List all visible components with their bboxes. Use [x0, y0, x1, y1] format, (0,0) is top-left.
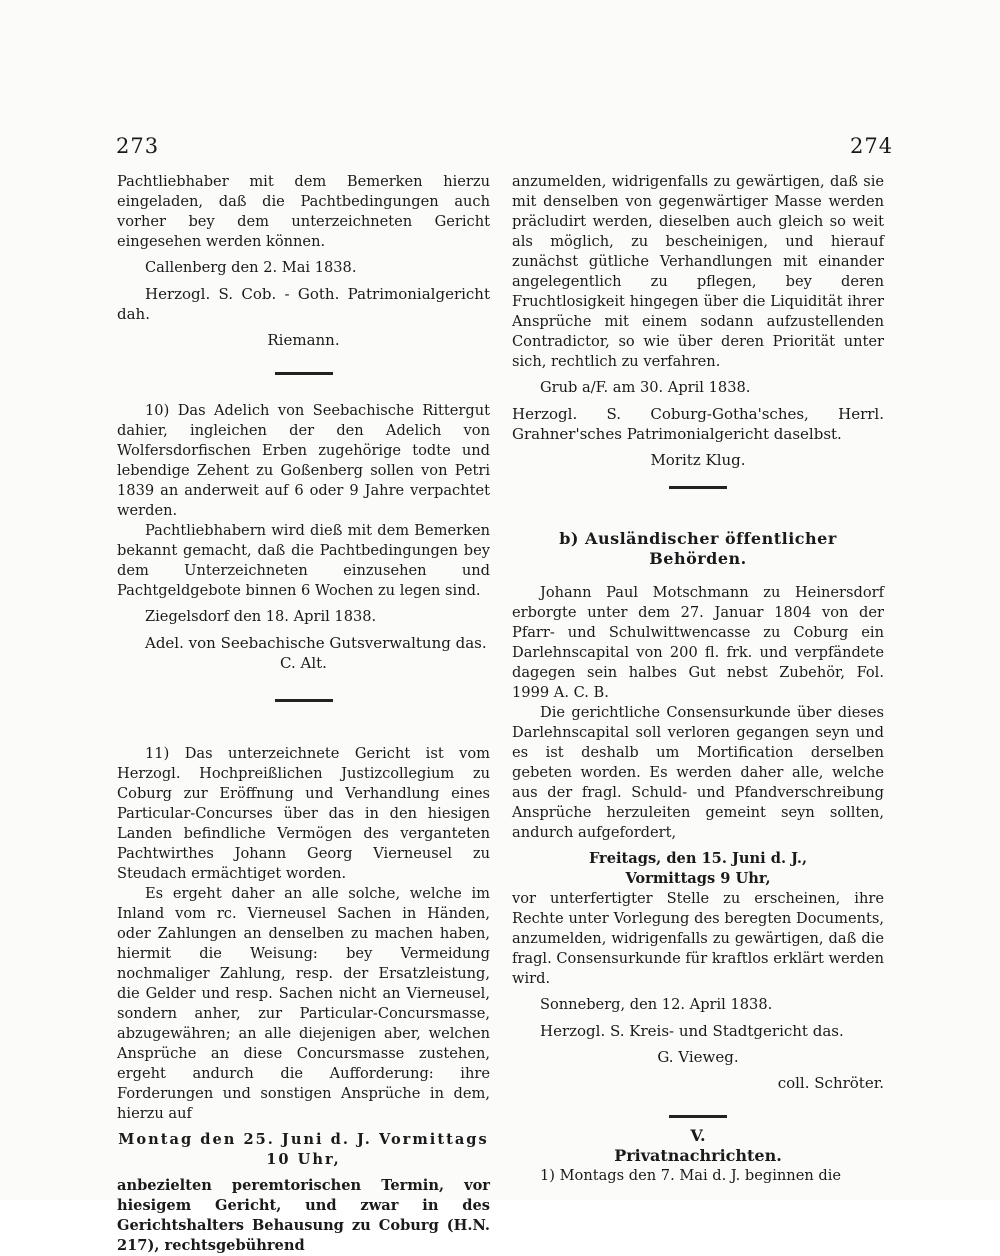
notice-10-office: Adel. von Seebachische Gutsverwaltung das.: [145, 634, 487, 652]
notice-11-signature: Moritz Klug.: [650, 451, 746, 469]
notice-b1-court: Herzogl. S. Kreis- und Stadtgericht das.: [540, 1022, 844, 1040]
notice-b1-signature-1: G. Vieweg.: [657, 1048, 739, 1066]
page-number-right: 274: [850, 134, 894, 158]
notice-11-text-continued: Es ergeht daher an alle solche, welche im Inland vom rc. Vierneusel Sachen in Händen, oder Zahlungen an denselben zu machen haben, hiermit die Weisung: bey Vermeidung nochmaliger Zahlung, resp. der Ersatzleistung, die Gelder und resp. Sachen nicht an Vierneusel, sondern anher, zur Particular-Concursmasse, abzugewähren; an alle diejenigen aber, welchen Ansprüche an diese Concursmasse zustehen, ergeht andurch die Aufforderung: ihre Forderungen und sonstigen Ansprüche in dem, hierzu auf: [117, 885, 490, 1122]
left-column: [117, 172, 490, 1256]
divider-rule: [669, 486, 727, 489]
notice-b1-text-end: vor unterfertigter Stelle zu erscheinen, ihre Rechte unter Vorlegung des beregten Documents, anzumelden, widrigenfalls zu gewärtigen, daß die fragl. Consensurkunde für kraftlos erklärt werden wird.: [512, 890, 884, 987]
right-column: [512, 172, 884, 1186]
notice-b1-term-date: Freitags, den 15. Juni d. J.,: [588, 850, 808, 867]
divider-rule: [275, 699, 333, 702]
notice-11-text-end: anbezielten peremtorischen Termin, vor hiesigem Gericht, und zwar in des Gerichtshalters Behausung zu Coburg (H.N. 217), rechtsgebührend: [117, 1177, 490, 1254]
notice-11-term-time: 10 Uhr,: [266, 1151, 341, 1168]
notice-11-date: Grub a/F. am 30. April 1838.: [540, 379, 751, 396]
notice-9-date: Callenberg den 2. Mai 1838.: [145, 259, 357, 276]
notice-11-continuation: anzumelden, widrigenfalls zu gewärtigen, daß sie mit denselben von gegenwärtiger Masse werden präcludirt werden, dieselben auch gleich so weit als möglich, zu bescheinigen, und hierauf zunächst gütliche Verhandlungen mit einander angelegentlich zu pflegen, bey deren Fruchtlosigkeit hingegen über die Liquidität ihrer Ansprüche mit einem sodann aufzustellenden Contradictor, so wie über deren Priorität unter sich, rechtlich zu verfahren.: [512, 173, 884, 370]
notice-b1-signature-2: coll. Schröter.: [777, 1074, 884, 1092]
page-number-left: 273: [116, 134, 160, 158]
notice-b1-text: Johann Paul Motschmann zu Heinersdorf erborgte unter dem 27. Januar 1804 von der Pfarr- und Schulwittwencasse zu Coburg ein Darlehnscapital von 200 fl. frk. und verpfändete dagegen sein halbes Gut nebst Zubehör, Fol. 1999 A. C. B.: [512, 584, 884, 701]
notice-b1-text-continued: Die gerichtliche Consensurkunde über dieses Darlehnscapital soll verloren gegangen seyn und es ist deshalb um Mortification derselben gebeten worden. Es werden daher alle, welche aus der fragl. Schuld- und Pfandverschreibung Ansprüche herzuleiten gemeint seyn sollten, andurch aufgefordert,: [512, 704, 884, 841]
divider-rule: [669, 1115, 727, 1118]
notice-b1-date: Sonneberg, den 12. April 1838.: [540, 996, 773, 1013]
notice-10-date: Ziegelsdorf den 18. April 1838.: [145, 608, 377, 625]
notice-b1-term-time: Vormittags 9 Uhr,: [625, 870, 771, 887]
notice-9-signature: Riemann.: [267, 331, 340, 349]
notice-10-text: 10) Das Adelich von Seebachische Rittergut dahier, ingleichen der den Adelich von Wolfersdorfischen Erben zugehörige todte und lebendige Zehent zu Goßenberg sollen von Petri 1839 an anderweit auf 6 oder 9 Jahre verpachtet werden.: [117, 402, 490, 519]
notice-10-signature: C. Alt.: [280, 654, 327, 672]
notice-10-text-continued: Pachtliebhabern wird dieß mit dem Bemerken bekannt gemacht, daß die Pachtbedingungen bey dem Unterzeichneten einzusehen und Pachtgeldgebote binnen 6 Wochen zu legen sind.: [117, 522, 490, 599]
notice-11-court: Herzogl. S. Coburg-Gotha'sches, Herrl. Grahner'sches Patrimonialgericht daselbst.: [512, 405, 884, 443]
notice-11-text: 11) Das unterzeichnete Gericht ist vom Herzogl. Hochpreißlichen Justizcollegium zu Coburg zur Eröffnung und Verhandlung eines Particular-Concurses über das in den hiesigen Landen befindliche Vermögen des verganteten Pachtwirthes Johann Georg Vierneusel zu Steudach ermächtiget worden.: [117, 745, 490, 882]
section-heading-foreign-authorities: b) Ausländischer öffentlicher Behörden.: [559, 529, 837, 568]
notice-9-court: Herzogl. S. Cob. - Goth. Patrimonialgericht dah.: [117, 285, 490, 323]
notice-11-term-date: Montag den 25. Juni d. J. Vormittags: [118, 1131, 489, 1148]
notice-9-text: Pachtliebhaber mit dem Bemerken hierzu eingeladen, daß die Pachtbedingungen auch vorher bey dem unterzeichneten Gericht eingesehen werden können.: [117, 173, 490, 250]
private-notice-1-text: 1) Montags den 7. Mai d. J. beginnen die: [540, 1167, 842, 1184]
section-heading-private-news: Privatnachrichten.: [614, 1146, 782, 1165]
divider-rule: [275, 372, 333, 375]
section-number: V.: [690, 1126, 706, 1145]
